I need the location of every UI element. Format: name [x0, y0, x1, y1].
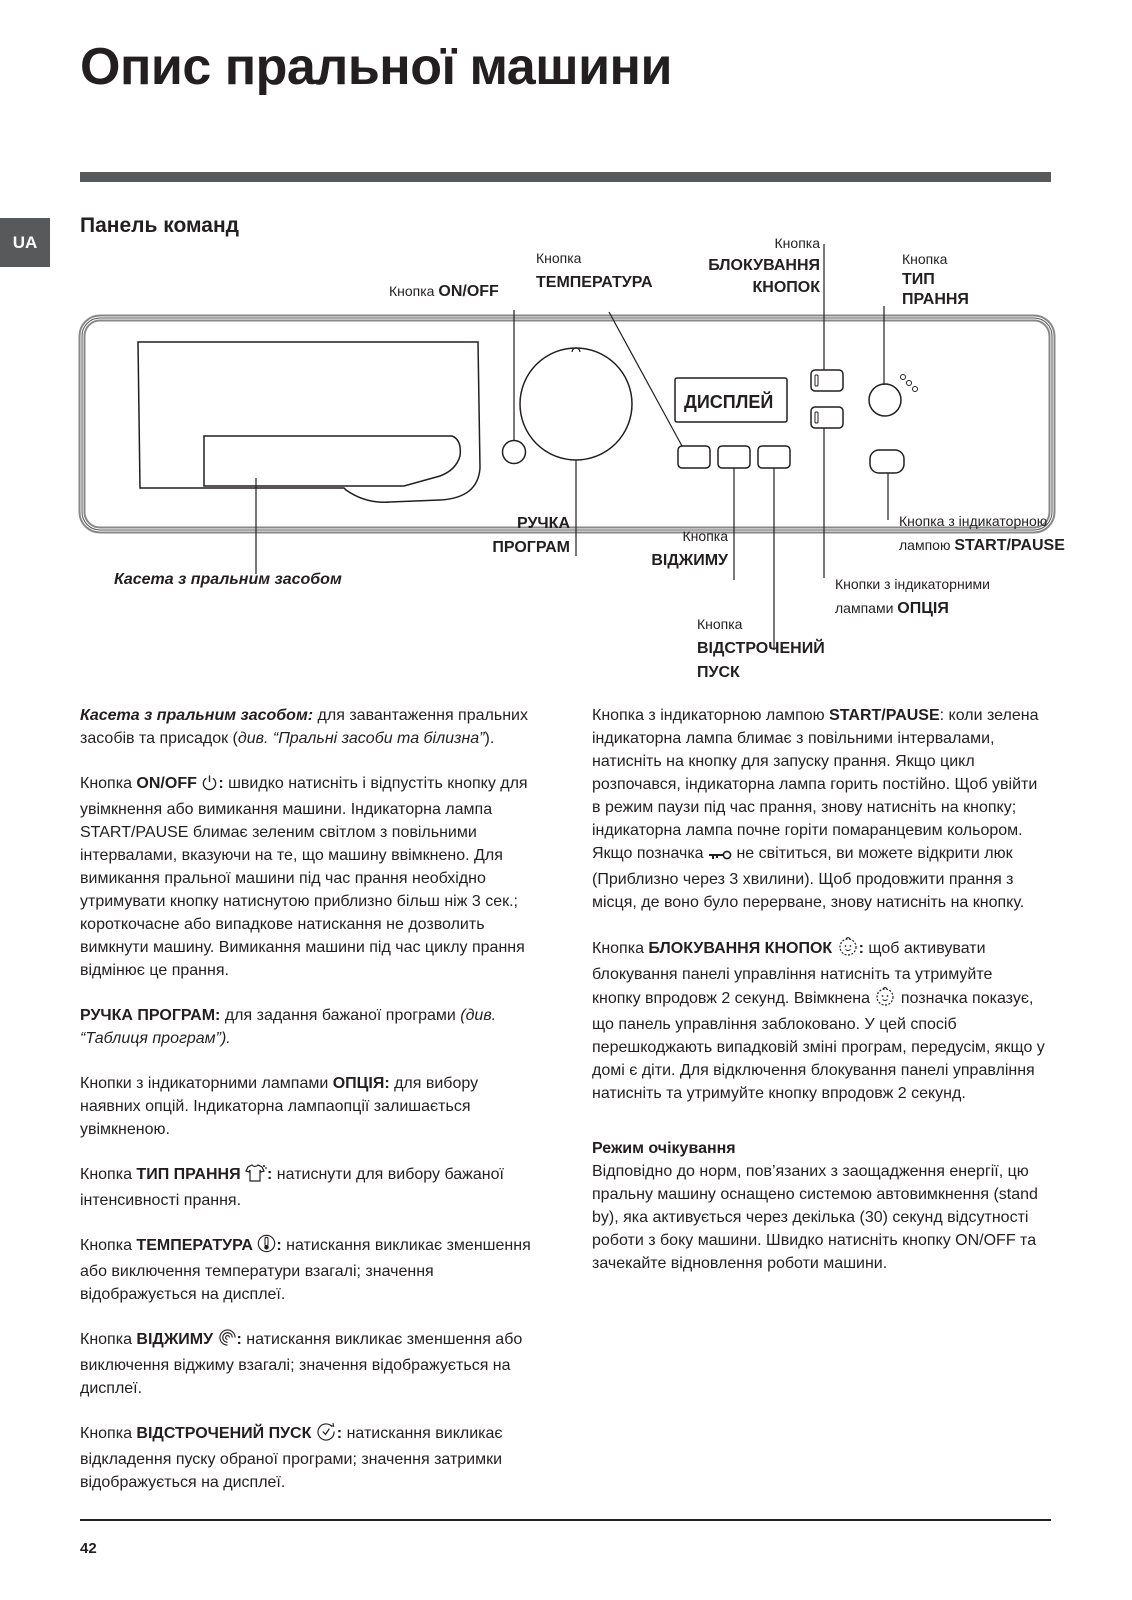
page-number: 42	[80, 1540, 97, 1557]
start-pause-button	[870, 450, 904, 473]
option-description: Кнопки з індикаторними лампами ОПЦІЯ: для вибору наявних опцій. Індикаторна лампаопції залишається увімкненою.	[80, 1075, 479, 1138]
detergent-drawer	[138, 342, 480, 502]
footer-divider	[80, 1519, 1051, 1521]
drawer-callout: Касета з пральним засобом	[114, 571, 342, 588]
wash-type-button	[869, 384, 901, 416]
shirt-icon	[245, 1164, 267, 1189]
display-label: ДИСПЛЕЙ	[684, 392, 774, 412]
delay-start-callout: Кнопка ВІДСТРОЧЕНИЙ ПУСК	[697, 616, 825, 681]
wash-type-led-3	[913, 387, 918, 392]
start-pause-callout: Кнопка з індикаторною лампою START/PAUSE	[899, 513, 1065, 554]
temperature-description: Кнопка ТЕМПЕРАТУРА : натискання викликає зменшення або виключення температури взагалі; значення відображується на дисплеї.	[80, 1234, 533, 1306]
delay-clock-icon	[316, 1422, 337, 1448]
delay-start-button	[758, 446, 790, 468]
program-knob-callout: РУЧКА ПРОГРАМ	[492, 515, 570, 556]
page-title: Опис пральної машини	[80, 38, 672, 96]
knob-marker	[572, 348, 580, 352]
start-pause-description: Кнопка з індикаторною лампою START/PAUSE: коли зелена індикаторна лампа блимає з повільними інтервалами, натисніть на кнопку для запуску прання. Якщо цикл розпочався, індикаторна лампа горить постійно. Щоб увійти в режим паузи під час прання, знову натисніть на кнопку; індикаторна лампа почне горіти помаранцевим кольором. Якщо позначка не світиться, ви можете відкрити люк (Приблизно через 3 хвилини). Щоб продовжити прання з місця, де воно було перерване, знову натисніть на кнопку.	[592, 707, 1039, 911]
spin-description: Кнопка ВІДЖИМУ : натискання викликає зменшення або виключення віджиму взагалі; значення відображується на дисплеї.	[80, 1328, 533, 1400]
wash-type-led-1	[901, 375, 906, 380]
option-button-2	[811, 407, 843, 428]
program-knob	[520, 348, 632, 460]
child-lock-description: Кнопка БЛОКУВАННЯ КНОПОК : щоб активувати блокування панелі управління натисніть та утримуйте кнопку впродовж 2 секунд. Ввімкнена позначка показує, що панель управління заблоковано. У цей спосіб перешкоджають випадковій зміні програм, передусім, якщо у домі є діти. Для відключення блокування панелі управління натисніть та утримуйте кнопку впродовж 2 секунд.	[592, 936, 1045, 1105]
child-face-icon	[874, 986, 896, 1013]
section-heading: Панель команд	[80, 214, 239, 237]
spin-icon	[218, 1328, 237, 1354]
drawer-handle	[204, 436, 460, 486]
language-tab: UA	[0, 218, 50, 267]
onoff-button	[503, 441, 526, 464]
child-face-icon	[837, 936, 859, 963]
panel-outline	[82, 318, 1052, 530]
standby-description: Відповідно до норм, пов’язаних з заощадження енергії, цю пральну машину оснащено системою автовимкнення (stand by), яка активується через декілька (30) секунд відсутності роботи з боку машини. Швидко натисніть кнопку ON/OFF та зачекайте відновлення роботи машини.	[592, 1163, 1038, 1272]
spin-callout: Кнопка ВІДЖИМУ	[651, 528, 728, 569]
power-icon	[201, 774, 218, 798]
right-column	[592, 704, 1045, 1297]
leader-lines	[256, 244, 888, 650]
door-lock-key-icon	[708, 845, 732, 868]
option-indicator-1	[815, 375, 818, 386]
thermometer-icon	[257, 1234, 276, 1260]
drawer-description: Касета з пральним засобом: для завантаження пральних засобів та присадок (див. “Пральні засоби та білизна”).	[80, 707, 528, 747]
wash-type-led-2	[907, 381, 912, 386]
temperature-callout: Кнопка ТЕМПЕРАТУРА	[536, 250, 653, 291]
temperature-button	[678, 446, 710, 468]
lock-callout: Кнопка БЛОКУВАННЯ КНОПОК	[708, 235, 820, 296]
program-knob-description: РУЧКА ПРОГРАМ: для задання бажаної програми (див. “Таблиця програм”).	[80, 1007, 497, 1047]
delay-start-description: Кнопка ВІДСТРОЧЕНИЙ ПУСК : натискання викликає відкладення пуску обраної програми; значення затримки відображується на дисплеї.	[80, 1422, 533, 1494]
spin-button	[718, 446, 750, 468]
wash-type-description: Кнопка ТИП ПРАННЯ : натиснути для вибору бажаної інтенсивності прання.	[80, 1166, 504, 1209]
option-indicator-2	[815, 412, 818, 423]
left-column	[80, 704, 533, 1516]
standby-heading: Режим очікування	[592, 1140, 736, 1157]
onoff-description: Кнопка ON/OFF : швидко натисніть і відпустіть кнопку для увімкнення або вимикання машини. Індикаторна лампа START/PAUSE блимає зеленим світлом з повільними інтервалами, вказуючи на те, що машину ввімкнено. Для вимикання пральної машини під час прання необхідно утримувати кнопку натиснутою приблизно більш ніж 3 сек.; короткочасне або випадкове натискання не дозволить вимкнути машину. Вимикання машини під час циклу прання відмінює це прання.	[80, 775, 528, 979]
option-button-1	[811, 370, 843, 391]
wash-type-callout: Кнопка ТИП ПРАННЯ	[902, 251, 969, 309]
option-callout: Кнопки з індикаторними лампами ОПЦІЯ	[835, 576, 990, 617]
onoff-callout: Кнопка ON/OFF	[389, 283, 499, 300]
